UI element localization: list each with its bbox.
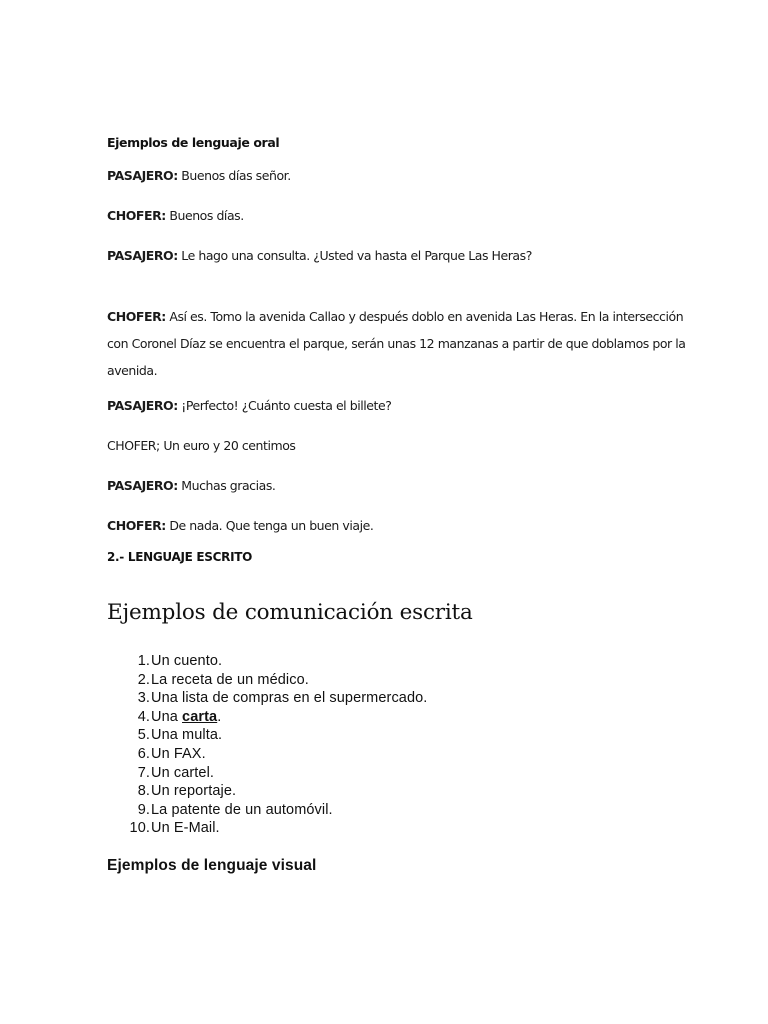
- list-text: Un FAX.: [151, 745, 206, 762]
- speaker: PASAJERO:: [107, 248, 178, 263]
- written-examples-list: [107, 652, 427, 838]
- list-number: 2.: [137, 671, 150, 688]
- written-section-heading: 2.- LENGUAJE ESCRITO: [107, 550, 253, 564]
- list-text: Una lista de compras en el supermercado.: [151, 690, 428, 707]
- list-item: [107, 819, 427, 838]
- list-text-prefix: Una: [151, 708, 183, 725]
- utterance: CHOFER; Un euro y 20 centimos: [107, 438, 296, 453]
- list-number: 10.: [129, 820, 150, 837]
- utterance: ¡Perfecto! ¿Cuánto cuesta el billete?: [177, 398, 392, 413]
- dialogue-line: [107, 168, 291, 183]
- written-section-title: Ejemplos de comunicación escrita: [107, 600, 473, 625]
- list-item: [107, 764, 427, 783]
- dialogue-line: [107, 398, 391, 413]
- list-text: La patente de un automóvil.: [151, 801, 333, 818]
- list-text: Un E-Mail.: [151, 820, 220, 837]
- list-number: 8.: [137, 783, 150, 800]
- list-item: [107, 671, 427, 690]
- list-text: Una multa.: [151, 727, 223, 744]
- dialogue-line: [107, 478, 275, 493]
- list-text: Un cuento.: [151, 653, 223, 669]
- list-number: 6.: [137, 745, 150, 762]
- list-number: 1.: [137, 653, 150, 669]
- list-number: 3.: [137, 690, 150, 707]
- list-item: [107, 745, 427, 764]
- dialogue-paragraph: [107, 303, 687, 384]
- visual-section-title: Ejemplos de lenguaje visual: [107, 857, 317, 874]
- speaker: CHOFER:: [107, 309, 166, 324]
- list-item: [107, 689, 427, 708]
- speaker: CHOFER:: [107, 208, 166, 223]
- list-text: Un reportaje.: [151, 783, 237, 800]
- speaker: CHOFER:: [107, 518, 166, 533]
- dialogue-line: [107, 248, 532, 263]
- list-item: [107, 782, 427, 801]
- list-item: [107, 652, 427, 671]
- list-text: [150, 708, 221, 727]
- utterance: Buenos días.: [165, 208, 244, 223]
- utterance: Así es. Tomo la avenida Callao y después doblo en avenida Las Heras. En la intersección con Coronel Díaz se encuentra el parque, serán unas 12 manzanas a partir de que doblamos por la avenida.: [107, 309, 686, 378]
- list-item: [107, 801, 427, 820]
- list-text-suffix: .: [217, 708, 222, 725]
- list-number: 9.: [137, 801, 150, 818]
- list-text: Un cartel.: [151, 764, 215, 781]
- utterance: De nada. Que tenga un buen viaje.: [165, 518, 374, 533]
- oral-section-title: Ejemplos de lenguaje oral: [107, 135, 280, 150]
- utterance: Le hago una consulta. ¿Usted va hasta el Parque Las Heras?: [177, 248, 532, 263]
- list-item: [107, 708, 427, 727]
- carta-link[interactable]: carta: [182, 708, 218, 725]
- list-number: 4.: [137, 708, 150, 725]
- utterance: Muchas gracias.: [177, 478, 276, 493]
- dialogue-line: [107, 438, 295, 453]
- dialogue-line: [107, 208, 244, 223]
- speaker: PASAJERO:: [107, 168, 178, 183]
- list-number: 5.: [137, 727, 150, 744]
- list-number: 7.: [137, 764, 150, 781]
- speaker: PASAJERO:: [107, 398, 178, 413]
- utterance: Buenos días señor.: [177, 168, 291, 183]
- dialogue-line: [107, 518, 373, 533]
- speaker: PASAJERO:: [107, 478, 178, 493]
- list-item: [107, 726, 427, 745]
- list-text: La receta de un médico.: [151, 671, 309, 688]
